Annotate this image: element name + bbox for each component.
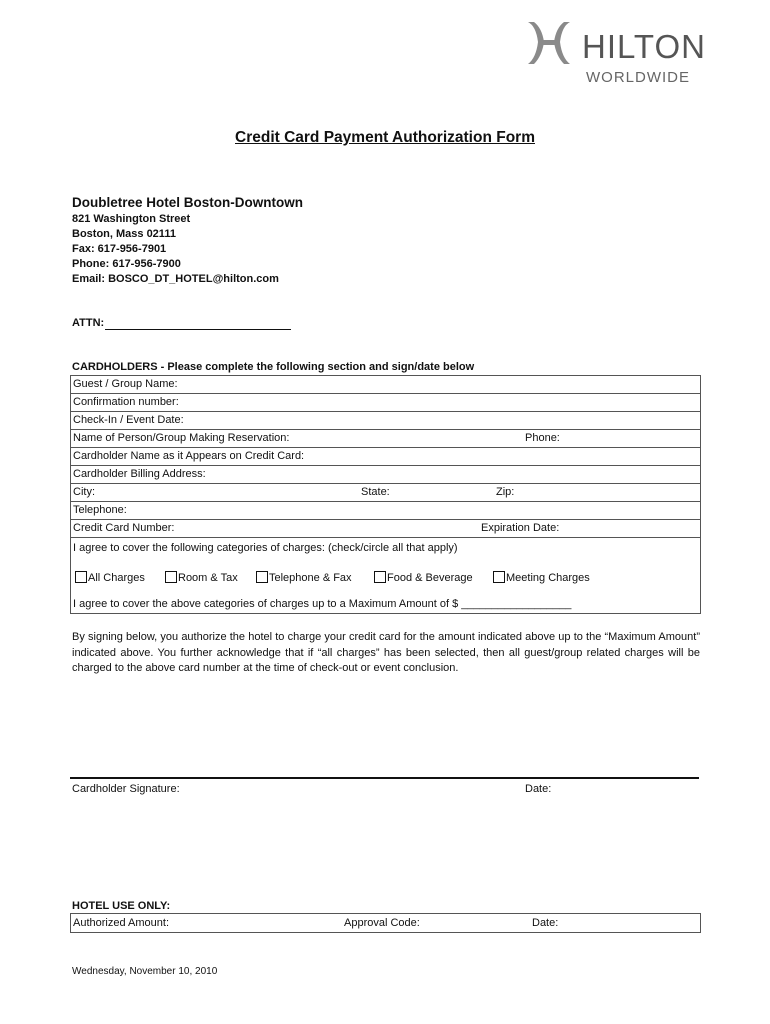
logo-wordmark: HILTON — [582, 28, 706, 65]
billing-address-label: Cardholder Billing Address: — [73, 468, 206, 480]
maximum-amount-line: I agree to cover the above categories of charges up to a Maximum Amount of $ __________________ — [73, 598, 572, 610]
hotel-use-box — [70, 913, 701, 933]
charge-option-food[interactable]: Food & Beverage — [374, 571, 473, 584]
hotel-street: 821 Washington Street — [72, 213, 191, 225]
hotel-date-label: Date: — [532, 917, 559, 929]
form-title: Credit Card Payment Authorization Form — [235, 129, 535, 146]
attn-label: ATTN: — [72, 317, 105, 329]
cardholders-heading: CARDHOLDERS - Please complete the following section and sign/date below — [72, 361, 475, 373]
state-label: State: — [361, 486, 390, 498]
charge-option-telephone[interactable]: Telephone & Fax — [256, 571, 352, 584]
checkin-label: Check-In / Event Date: — [73, 414, 184, 426]
cardholder-name-label: Cardholder Name as it Appears on Credit Card: — [73, 450, 305, 462]
reserver-field[interactable] — [71, 430, 701, 448]
attn-input-line[interactable] — [105, 329, 291, 330]
hotel-phone: Phone: 617-956-7900 — [72, 258, 181, 270]
hotel-fax: Fax: 617-956-7901 — [72, 243, 167, 255]
signature-date-label: Date: — [525, 783, 552, 795]
zip-label: Zip: — [496, 486, 515, 498]
checkbox-icon[interactable] — [256, 571, 268, 583]
reserver-label: Name of Person/Group Making Reservation: — [73, 432, 290, 444]
hilton-logo-mark-icon — [524, 18, 574, 68]
charge-option-room[interactable]: Room & Tax — [165, 571, 238, 584]
guest-name-field[interactable] — [71, 376, 701, 394]
logo-subtitle: WORLDWIDE — [586, 69, 690, 86]
hotel-name: Doubletree Hotel Boston-Downtown — [72, 195, 303, 210]
charges-intro: I agree to cover the following categories of charges: (check/circle all that apply) — [73, 542, 458, 554]
hotel-use-heading: HOTEL USE ONLY: — [72, 900, 171, 912]
city-state-zip-field[interactable] — [71, 484, 701, 502]
confirmation-label: Confirmation number: — [73, 396, 179, 408]
hotel-email: Email: BOSCO_DT_HOTEL@hilton.com — [72, 273, 279, 285]
expiration-label: Expiration Date: — [481, 522, 560, 534]
checkbox-icon[interactable] — [75, 571, 87, 583]
card-number-field[interactable] — [71, 520, 701, 538]
confirmation-field[interactable] — [71, 394, 701, 412]
billing-address-field[interactable] — [71, 466, 701, 484]
checkbox-icon[interactable] — [165, 571, 177, 583]
telephone-field[interactable] — [71, 502, 701, 520]
phone-label: Phone: — [525, 432, 560, 444]
charge-option-all[interactable]: All Charges — [75, 571, 145, 584]
cardholder-name-field[interactable] — [71, 448, 701, 466]
card-number-label: Credit Card Number: — [73, 522, 175, 534]
signature-line[interactable] — [70, 777, 699, 779]
telephone-label: Telephone: — [73, 504, 127, 516]
signature-label: Cardholder Signature: — [72, 783, 180, 795]
city-label: City: — [73, 486, 95, 498]
authorization-text: By signing below, you authorize the hotel to charge your credit card for the amount indicated above up to the “Maximum Amount” indicated above. You further acknowledge that if “all charges” has been selected, then all guest/group related charges will be charged to the above card number at the time of check-out or event conclusion. — [72, 631, 700, 674]
checkbox-icon[interactable] — [374, 571, 386, 583]
charge-option-meeting[interactable]: Meeting Charges — [493, 571, 590, 584]
checkbox-icon[interactable] — [493, 571, 505, 583]
charges-section — [71, 538, 701, 614]
footer-date: Wednesday, November 10, 2010 — [72, 966, 218, 977]
hotel-city: Boston, Mass 02111 — [72, 228, 176, 240]
checkin-field[interactable] — [71, 412, 701, 430]
guest-name-label: Guest / Group Name: — [73, 378, 178, 390]
approval-code-label: Approval Code: — [344, 917, 420, 929]
cardholder-form-table — [70, 375, 701, 614]
authorized-amount-label: Authorized Amount: — [73, 917, 170, 929]
